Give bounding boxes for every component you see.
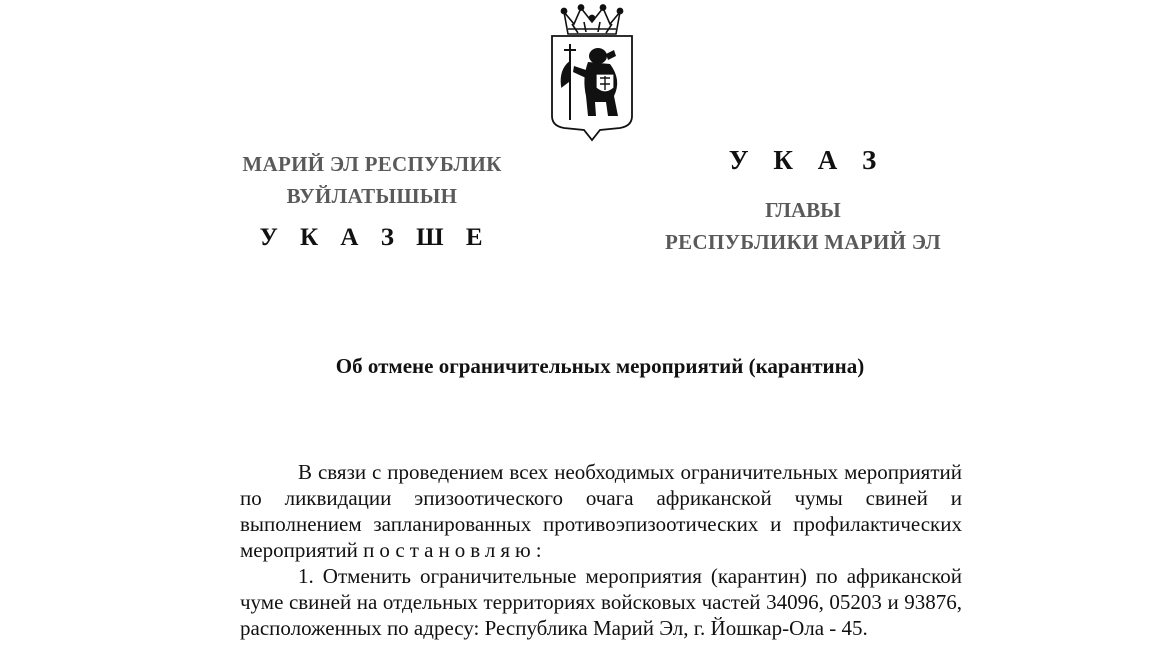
document-title: Об отмене ограничительных мероприятий (карантина) bbox=[335, 354, 865, 378]
header-left-line1: МАРИЙ ЭЛ РЕСПУБЛИК bbox=[242, 152, 502, 176]
header-right-line3: РЕСПУБЛИКИ МАРИЙ ЭЛ bbox=[665, 230, 941, 254]
header-left-line2: ВУЙЛАТЫШЫН bbox=[286, 184, 458, 208]
header-left bbox=[222, 148, 522, 252]
document-body bbox=[240, 459, 962, 641]
small-shield-icon bbox=[596, 74, 614, 92]
crown-icon bbox=[561, 5, 622, 34]
body-paragraph-1-text: В связи с проведением всех необходимых ограничительных мероприятий по ликвидации эпизоотического очага африканской чумы свиней и выполнением запланированных противоэпизоотических и профилактических мероприятий bbox=[240, 460, 962, 562]
header-left-doc-type: У К А З Ш Е bbox=[259, 224, 491, 251]
header-right-line2: ГЛАВЫ bbox=[765, 198, 841, 222]
body-paragraph-1 bbox=[240, 459, 962, 563]
header-right-doc-type: У К А З bbox=[728, 145, 886, 175]
body-paragraph-1-end: : bbox=[535, 538, 542, 562]
body-paragraph-2: 1. Отменить ограничительные мероприятия (карантин) по африканской чуме свиней на отдельных территориях войсковых частей 34096, 05203 и 93876, расположенных по адресу: Республика Марий Эл, г. Йошкар-Ола - 45. bbox=[240, 564, 962, 640]
header-right bbox=[636, 143, 970, 258]
decree-word: постановляю bbox=[363, 538, 536, 562]
coat-of-arms-icon bbox=[548, 4, 636, 142]
